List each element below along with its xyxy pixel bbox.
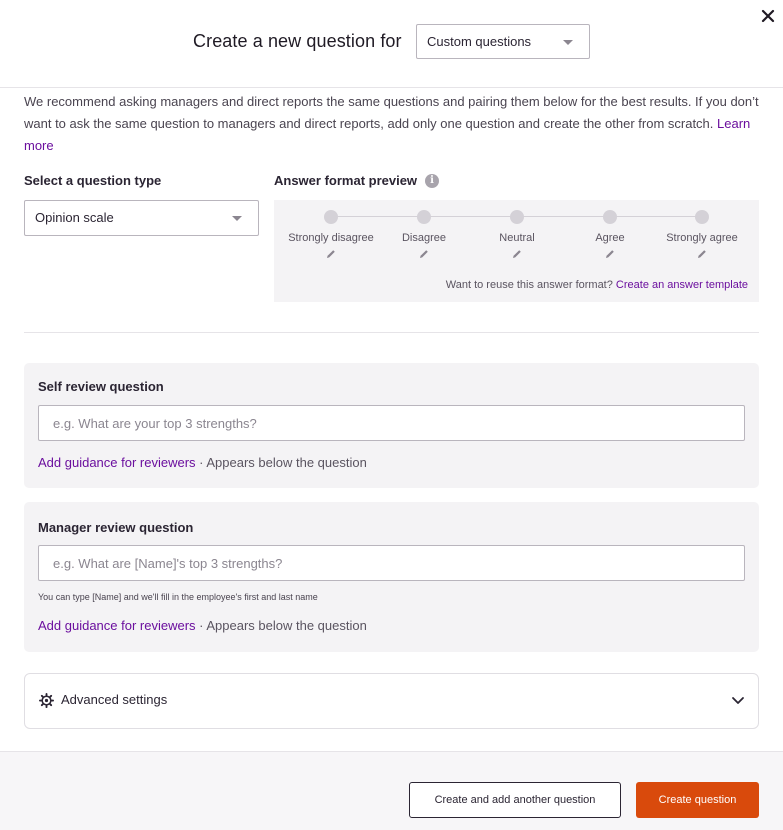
gear-icon: [39, 693, 54, 708]
modal-footer: [0, 751, 783, 830]
scale-dot: [324, 210, 338, 224]
intro-text: [24, 91, 764, 157]
question-set-value: Custom questions: [427, 34, 532, 49]
guidance-note: · Appears below the question: [195, 455, 367, 470]
scale-point: [647, 200, 757, 260]
modal-title: Create a new question for: [193, 31, 402, 51]
manager-review-question-input[interactable]: [38, 545, 745, 581]
self-review-card: [24, 363, 759, 488]
intro-body: We recommend asking managers and direct reports the same questions and pairing them below for the best results. If you don’t want to ask the same question to managers and direct reports, add only one question and create the other from scratch.: [24, 94, 759, 131]
answer-format-preview: [274, 200, 759, 302]
scale-label: Agree: [595, 232, 625, 244]
pencil-icon[interactable]: [696, 248, 708, 260]
info-icon[interactable]: i: [425, 174, 439, 188]
manager-review-card: [24, 502, 759, 652]
advanced-settings-toggle[interactable]: [24, 673, 759, 729]
scale-label: Disagree: [401, 232, 447, 244]
question-type-value: Opinion scale: [35, 210, 114, 225]
pencil-icon[interactable]: [325, 248, 337, 260]
name-placeholder-hint: You can type [Name] and we'll fill in the employee's first and last name: [38, 592, 318, 602]
scale-dot: [510, 210, 524, 224]
preview-label-text: Answer format preview: [274, 173, 418, 188]
scale-dot: [417, 210, 431, 224]
scale-label: Strongly agree: [666, 232, 738, 244]
pencil-icon[interactable]: [418, 248, 430, 260]
manager-review-title: Manager review question: [38, 520, 194, 535]
section-divider: [24, 332, 759, 333]
question-type-select[interactable]: [24, 200, 259, 236]
self-review-title: Self review question: [38, 379, 164, 394]
manager-review-guidance: [38, 618, 367, 633]
scale-dot: [695, 210, 709, 224]
question-type-label: Select a question type: [24, 173, 162, 188]
scale-label: Strongly disagree: [288, 232, 374, 244]
create-answer-template-link[interactable]: Create an answer template: [615, 279, 748, 291]
create-and-add-another-button[interactable]: Create and add another question: [409, 782, 621, 818]
add-guidance-link[interactable]: Add guidance for reviewers: [38, 618, 196, 633]
chevron-down-icon: [730, 692, 746, 708]
scale-dot: [603, 210, 617, 224]
reuse-text: Want to reuse this answer format?: [445, 279, 613, 291]
add-guidance-link[interactable]: Add guidance for reviewers: [38, 455, 196, 470]
learn-more-link[interactable]: Learn more: [24, 116, 751, 153]
pencil-icon[interactable]: [604, 248, 616, 260]
self-review-question-input[interactable]: [38, 405, 745, 441]
caret-down-icon: [563, 40, 573, 45]
guidance-note: · Appears below the question: [195, 618, 367, 633]
create-question-button[interactable]: Create question: [636, 782, 759, 818]
question-set-select[interactable]: [416, 24, 590, 59]
answer-format-preview-label: [274, 173, 439, 188]
scale-label: Neutral: [499, 232, 535, 244]
caret-down-icon: [232, 216, 242, 221]
self-review-guidance: [38, 455, 367, 470]
reuse-answer-format: [446, 279, 748, 291]
close-icon[interactable]: [758, 6, 778, 26]
modal-header: [0, 0, 783, 88]
advanced-settings-label: Advanced settings: [61, 692, 168, 707]
pencil-icon[interactable]: [511, 248, 523, 260]
